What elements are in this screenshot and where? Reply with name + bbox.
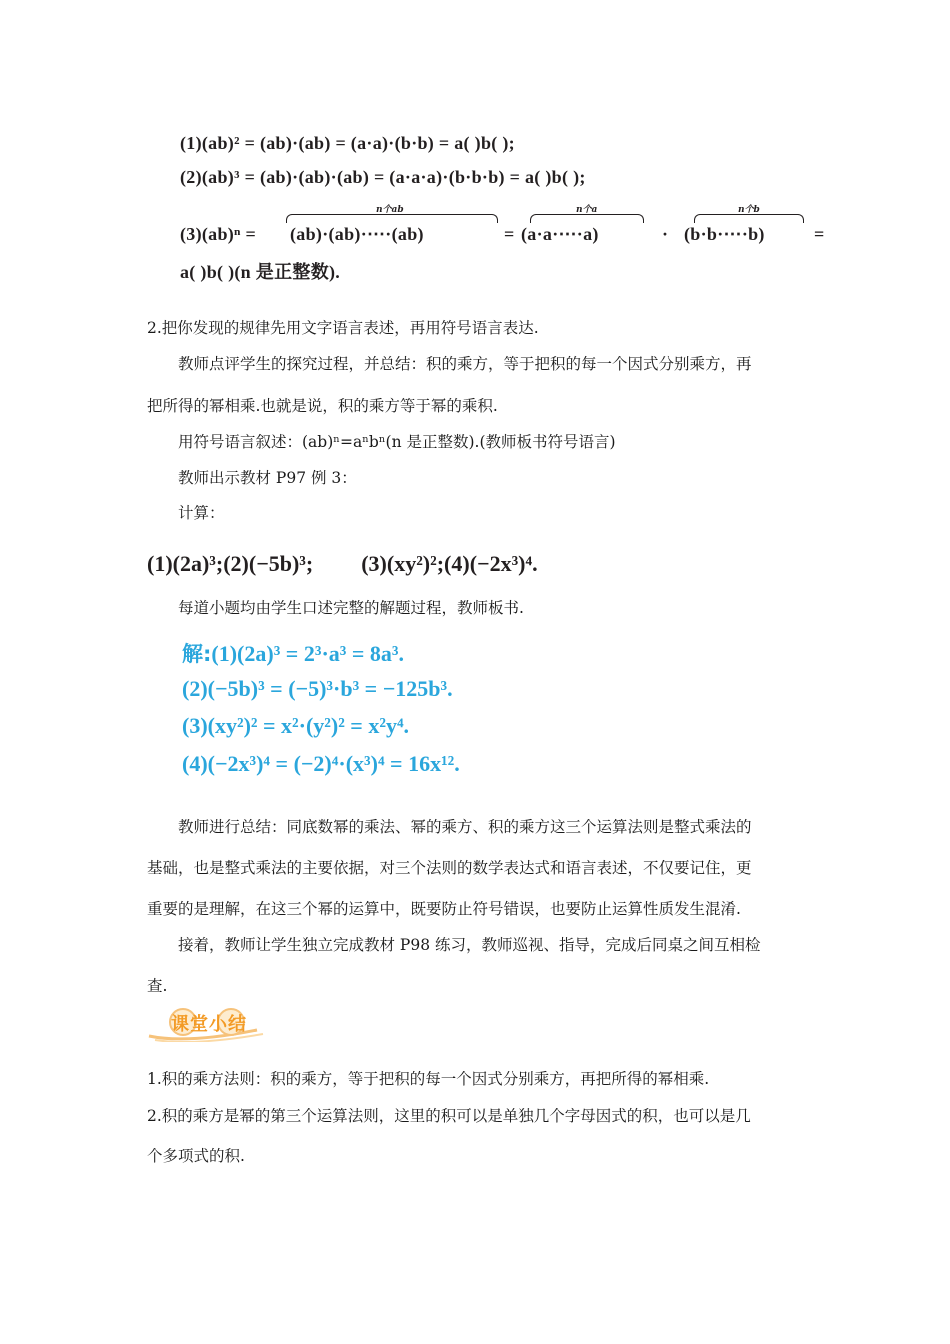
practice-line-1: 接着，教师让学生独立完成教材 P98 练习，教师巡视、指导，完成后同桌之间互相检 xyxy=(178,936,761,954)
underbrace-a xyxy=(530,214,644,223)
math-line-3-group-ab: (ab)·(ab)·⋯·(ab) xyxy=(290,224,424,244)
math-line-1: (1)(ab)² = (ab)·(ab) = (a·a)·(b·b) = a( )b( ); xyxy=(180,133,515,153)
summary-line-1: 教师点评学生的探究过程，并总结：积的乘方，等于把积的每一个因式分别乘方，再 xyxy=(178,355,752,373)
solution-line-2: (2)(−5b)³ = (−5)³·b³ = −125b³. xyxy=(182,676,453,701)
rule-2-line-1: 2.积的乘方是幂的第三个运算法则，这里的积可以是单独几个字母因式的积，也可以是几 xyxy=(147,1107,751,1125)
summary2-line-2: 基础，也是整式乘法的主要依据，对三个法则的数学表达式和语言表述，不仅要记住，更 xyxy=(147,859,752,877)
math-equals: = xyxy=(504,224,515,244)
solution-line-4: (4)(−2x³)⁴ = (−2)⁴·(x³)⁴ = 16x¹². xyxy=(182,751,460,776)
oral-note: 每道小题均由学生口述完整的解题过程，教师板书. xyxy=(178,599,524,617)
badge-title: 课堂小结 xyxy=(171,1014,247,1035)
symbol-statement: 用符号语言叙述：(ab)ⁿ=aⁿbⁿ(n 是正整数).(教师板书符号语言) xyxy=(178,433,616,451)
brace-label-ab: n个ab xyxy=(376,205,404,215)
math-equals-end: = xyxy=(814,224,825,244)
underbrace-ab xyxy=(286,214,498,223)
section-badge xyxy=(147,1006,272,1044)
math-dot: · xyxy=(662,224,669,244)
exercise-list xyxy=(147,551,538,577)
question-2: 2.把你发现的规律先用文字语言表述，再用符号语言表达. xyxy=(147,319,539,337)
math-line-3-group-a: (a·a·⋯·a) xyxy=(521,224,599,244)
solution-lead: 解: xyxy=(182,642,212,666)
summary-line-2: 把所得的幂相乘.也就是说，积的乘方等于幂的乘积. xyxy=(147,397,498,415)
exercise-1-2: (1)(2a)³;(2)(−5b)³; xyxy=(147,551,314,576)
compute-label: 计算： xyxy=(178,504,225,522)
summary2-line-3: 重要的是理解，在这三个幂的运算中，既要防止符号错误，也要防止运算性质发生混淆. xyxy=(147,900,741,918)
practice-line-2: 查. xyxy=(147,977,168,995)
rule-1: 1.积的乘方法则：积的乘方，等于把积的每一个因式分别乘方，再把所得的幂相乘. xyxy=(147,1070,710,1088)
math-line-4: a( )b( )(n 是正整数). xyxy=(180,262,341,282)
solution-1: (1)(2a)³ = 2³·a³ = 8a³. xyxy=(211,641,405,666)
math-line-3-group-b: (b·b·⋯·b) xyxy=(684,224,765,244)
brace-label-a: n个a xyxy=(576,205,598,215)
exercise-3-4: (3)(xy²)²;(4)(−2x³)⁴. xyxy=(361,551,538,576)
math-line-3-prefix: (3)(ab)ⁿ = xyxy=(180,224,257,244)
example-intro: 教师出示教材 P97 例 3： xyxy=(178,469,357,487)
math-line-2: (2)(ab)³ = (ab)·(ab)·(ab) = (a·a·a)·(b·b·b) = a( )b( ); xyxy=(180,167,586,187)
solution-line-3: (3)(xy²)² = x²·(y²)² = x²y⁴. xyxy=(182,713,410,738)
rule-2-line-2: 个多项式的积. xyxy=(147,1147,245,1165)
solution-line-1 xyxy=(182,638,404,668)
summary2-line-1: 教师进行总结：同底数幂的乘法、幂的乘方、积的乘方这三个运算法则是整式乘法的 xyxy=(178,818,752,836)
brace-label-b: n个b xyxy=(738,205,760,215)
underbrace-b xyxy=(694,214,804,223)
